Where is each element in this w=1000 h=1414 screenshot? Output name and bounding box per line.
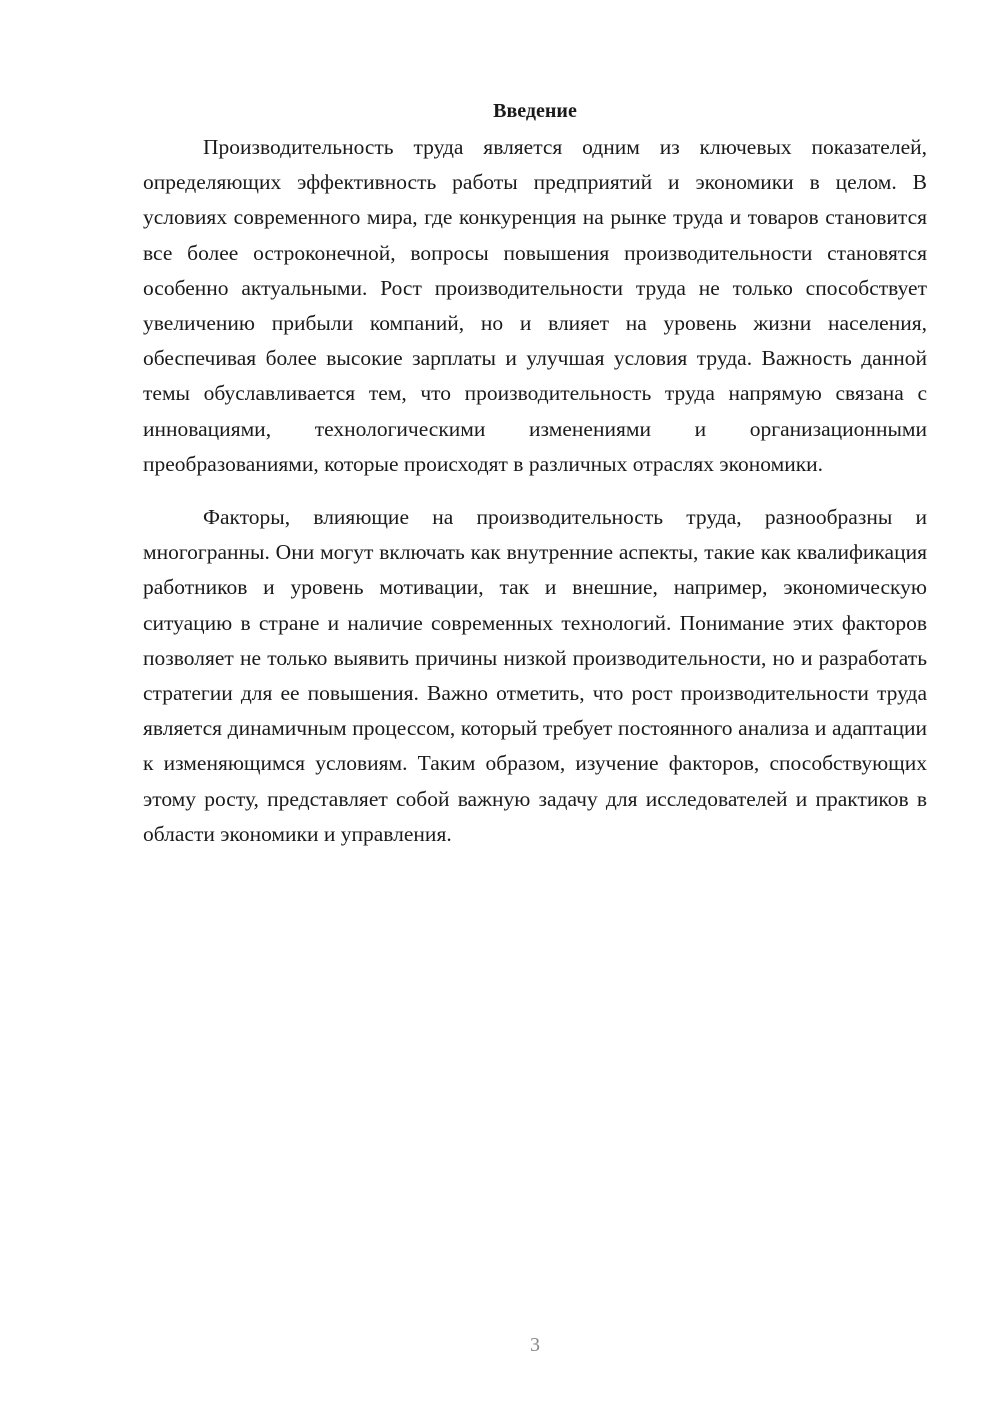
paragraph-1: Производительность труда является одним из ключевых показателей, определяющих эффективность работы предприятий и экономики в целом. В условиях современного мира, где конкуренция на рынке труда и товаров становится все более остроконечной, вопросы повышения производительности становятся особенно актуальными. Рост производительности труда не только способствует увеличению прибыли компаний, но и влияет на уровень жизни населения, обеспечивая более высокие зарплаты и улучшая условия труда. Важность данной темы обуславливается тем, что производительность труда напрямую связана с инновациями, технологическими изменениями и организационными преобразованиями, которые происходят в различных отраслях экономики. <box>143 135 927 476</box>
section-heading: Введение <box>493 100 577 122</box>
paragraph-2: Факторы, влияющие на производительность труда, разнообразны и многогранны. Они могут включать как внутренние аспекты, такие как квалификация работников и уровень мотивации, так и внешние, например, экономическую ситуацию в стране и наличие современных технологий. Понимание этих факторов позволяет не только выявить причины низкой производительности, но и разработать стратегии для ее повышения. Важно отметить, что рост производительности труда является динамичным процессом, который требует постоянного анализа и адаптации к изменяющимся условиям. Таким образом, изучение факторов, способствующих этому росту, представляет собой важную задачу для исследователей и практиков в области экономики и управления. <box>143 505 927 846</box>
page-content <box>143 96 927 852</box>
page-number: 3 <box>530 1334 540 1356</box>
